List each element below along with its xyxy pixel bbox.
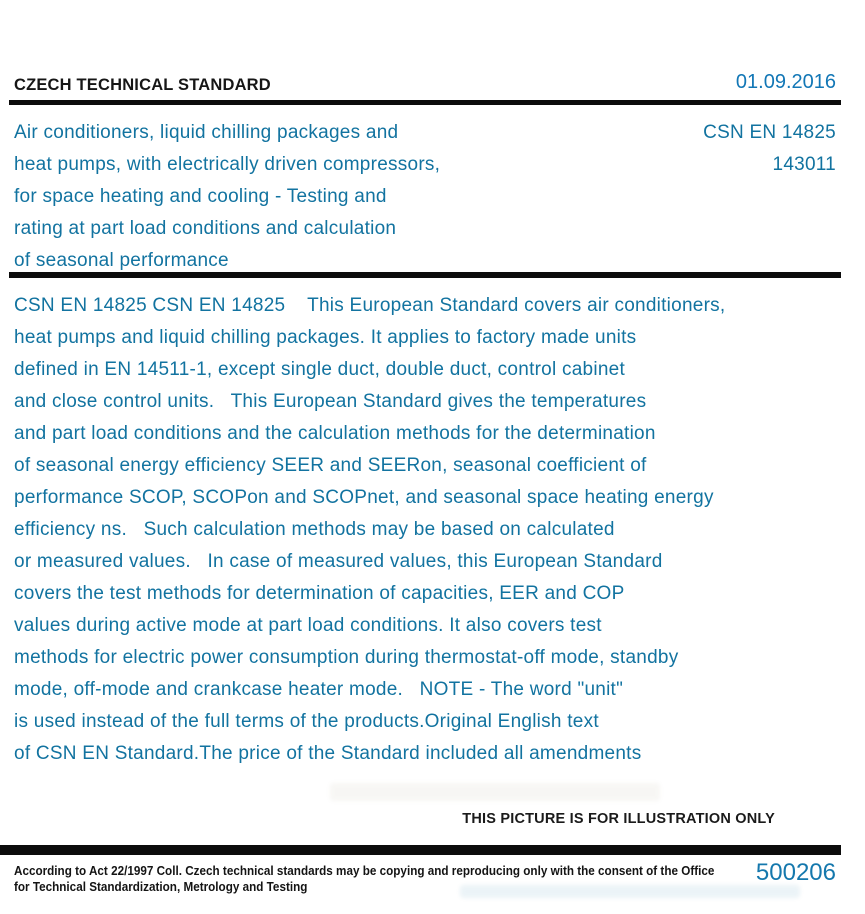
title-line: heat pumps, with electrically driven compressors, (14, 154, 441, 175)
title-line: rating at part load conditions and calculation (14, 218, 397, 239)
abstract-line: heat pumps and liquid chilling packages. It applies to factory made units (14, 327, 637, 348)
abstract-line: performance SCOP, SCOPon and SCOPnet, and seasonal space heating energy (14, 487, 714, 508)
abstract-line: and part load conditions and the calculation methods for the determination (14, 423, 656, 444)
abstract-line: methods for electric power consumption during thermostat-off mode, standby (14, 647, 679, 668)
title-line: for space heating and cooling - Testing and (14, 186, 387, 207)
faint-watermark (330, 783, 660, 801)
header-divider (9, 100, 841, 105)
document-type-heading: CZECH TECHNICAL STANDARD (14, 75, 271, 94)
abstract-line: covers the test methods for determination of capacities, EER and COP (14, 583, 625, 604)
issue-date: 01.09.2016 (735, 71, 836, 93)
title-line: Air conditioners, liquid chilling packages and (14, 122, 399, 143)
abstract-line: and close control units. This European Standard gives the temperatures (14, 391, 647, 412)
copyright-notice-line: for Technical Standardization, Metrology and Testing (14, 879, 308, 894)
class-number: 143011 (772, 154, 836, 175)
title-line: of seasonal performance (14, 250, 229, 271)
abstract-line: is used instead of the full terms of the products.Original English text (14, 711, 599, 732)
standard-number: CSN EN 14825 (703, 122, 836, 143)
catalog-code: 500206 (755, 859, 836, 886)
abstract-line: defined in EN 14511-1, except single duct, double duct, control cabinet (14, 359, 626, 380)
title-divider (9, 272, 841, 278)
abstract-line: of seasonal energy efficiency SEER and SEERon, seasonal coefficient of (14, 455, 647, 476)
abstract-line: efficiency ns. Such calculation methods may be based on calculated (14, 519, 615, 540)
abstract-line: of CSN EN Standard.The price of the Standard included all amendments (14, 743, 642, 764)
faint-watermark (460, 885, 800, 898)
illustration-only-note: THIS PICTURE IS FOR ILLUSTRATION ONLY (462, 811, 775, 827)
abstract-line: mode, off-mode and crankcase heater mode. NOTE - The word "unit" (14, 679, 624, 700)
abstract-line: or measured values. In case of measured values, this European Standard (14, 551, 663, 572)
copyright-notice-line: According to Act 22/1997 Coll. Czech technical standards may be copying and reproducing only with the consent of the Office (14, 863, 715, 878)
abstract-line: values during active mode at part load conditions. It also covers test (14, 615, 602, 636)
footer-divider (0, 845, 841, 855)
abstract-line: CSN EN 14825 CSN EN 14825 This European Standard covers air conditioners, (14, 295, 726, 316)
